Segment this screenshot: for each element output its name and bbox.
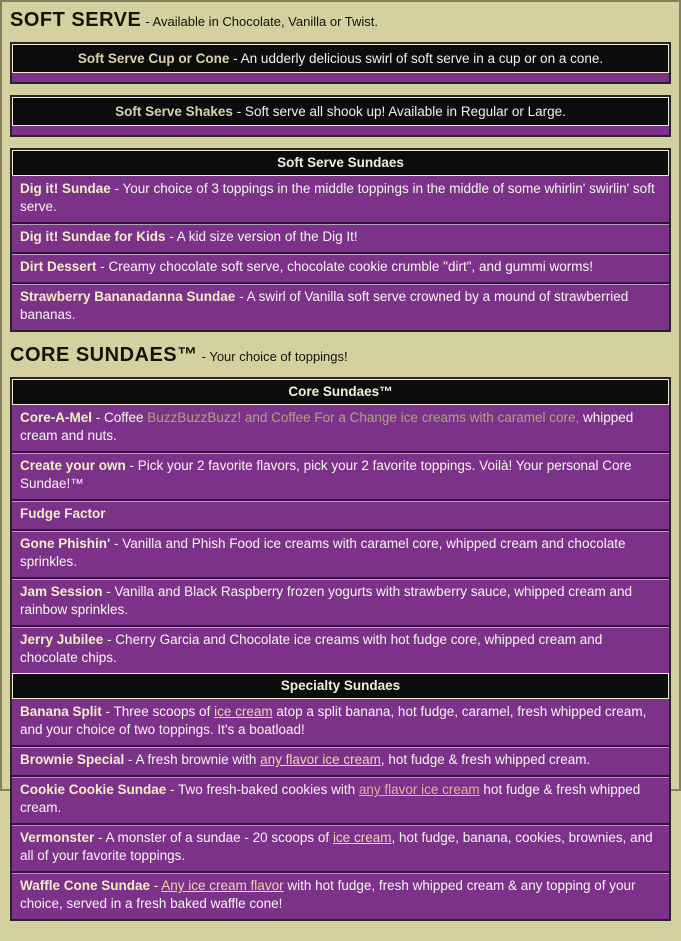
section-header-core-sundaes: Core Sundaes™ (12, 379, 669, 405)
menu-row-jerry-jubilee (12, 625, 669, 673)
item-name: Jerry Jubilee (20, 632, 104, 647)
page-title: SOFT SERVE (10, 9, 142, 31)
menu-page (2, 2, 679, 941)
item-desc-part: - Vanilla and Phish Food ice creams with caramel core, whipped cream and chocolate sprinkles. (20, 536, 626, 569)
item-name: Dig it! Sundae for Kids (20, 229, 166, 244)
page-heading-core-sundaes (10, 344, 671, 367)
menu-row-create-your-own (12, 451, 669, 499)
banner-item-desc: - An udderly delicious swirl of soft serve in a cup or on a cone. (233, 51, 604, 66)
item-name: Vermonster (20, 830, 95, 845)
page-heading-soft-serve (10, 9, 671, 32)
menu-row-cookie-cookie-sundae (12, 775, 669, 823)
item-name: Dig it! Sundae (20, 181, 111, 196)
item-name: Strawberry Bananadanna Sundae (20, 289, 236, 304)
banner-item-name: Soft Serve Shakes (115, 104, 233, 119)
ice-cream-link[interactable]: ice cream (214, 704, 273, 719)
item-desc-part: - Three scoops of (101, 704, 215, 719)
item-desc-part: - Creamy chocolate soft serve, chocolate cookie crumble "dirt", and gummi worms! (96, 259, 594, 274)
menu-row-waffle-cone-sundae (12, 871, 669, 919)
page-subtitle: - Available in Chocolate, Vanilla or Twist. (145, 14, 379, 29)
item-desc-part: - Coffee (92, 410, 148, 425)
item-desc-part: whipped cream and nuts. (20, 410, 634, 443)
banner-bar (12, 97, 669, 126)
purple-strip (12, 73, 669, 82)
item-desc-part: - A kid size version of the Dig It! (165, 229, 358, 244)
item-name: Cookie Cookie Sundae (20, 782, 167, 797)
item-name: Core-A-Mel (20, 410, 93, 425)
banner-bar (12, 44, 669, 73)
item-name: Waffle Cone Sundae (20, 878, 151, 893)
menu-row-dig-it-sundae-for-kids (12, 222, 669, 252)
item-name: Jam Session (20, 584, 103, 599)
ice-cream-link[interactable]: ice cream (332, 830, 392, 845)
menu-row-brownie-special (12, 745, 669, 775)
ice-cream-link[interactable]: any flavor ice cream (358, 782, 480, 797)
item-name: Fudge Factor (20, 506, 106, 521)
menu-row-banana-split (12, 699, 669, 745)
menu-row-jam-session (12, 577, 669, 625)
menu-row-dirt-dessert (12, 252, 669, 282)
banner-table-soft-serve-cup-or-cone (10, 42, 671, 84)
item-desc-part: atop a split banana, hot fudge, caramel, fresh whipped cream, and your choice of two toppings. It's a boatload! (20, 704, 647, 737)
item-name: Dirt Dessert (20, 259, 97, 274)
page-title: CORE SUNDAES™ (10, 344, 198, 366)
item-desc-part: - Vanilla and Black Raspberry frozen yogurts with strawberry sauce, whipped cream and rainbow sprinkles. (20, 584, 633, 617)
banner-item-name: Soft Serve Cup or Cone (77, 51, 230, 66)
item-desc-part: - Cherry Garcia and Chocolate ice creams with hot fudge core, whipped cream and chocolate chips. (20, 632, 603, 665)
item-desc-part: with hot fudge, fresh whipped cream & any topping of your choice, served in a fresh baked waffle cone! (20, 878, 636, 911)
menu-row-strawberry-bananadanna-sundae (12, 282, 669, 330)
item-desc-part: - A swirl of Vanilla soft serve crowned by a mound of strawberried bananas. (20, 289, 629, 322)
section-header-specialty-sundaes: Specialty Sundaes (12, 673, 669, 699)
item-name: Banana Split (20, 704, 102, 719)
banner-item-desc: - Soft serve all shook up! Available in Regular or Large. (236, 104, 566, 119)
item-desc-part: - Your choice of 3 toppings in the middle toppings in the middle of some whirlin' swirlin' soft serve. (20, 181, 655, 214)
item-desc-part: BuzzBuzzBuzz! and Coffee For a Change ice creams with caramel core, (147, 410, 580, 425)
section-header-soft-serve-sundaes: Soft Serve Sundaes (12, 150, 669, 176)
item-name: Brownie Special (20, 752, 125, 767)
item-name: Create your own (20, 458, 126, 473)
purple-strip (12, 126, 669, 135)
item-desc-part: hot fudge & fresh whipped cream. (20, 782, 641, 815)
menu-row-dig-it-sundae (12, 176, 669, 222)
menu-row-fudge-factor (12, 499, 669, 529)
banner-table-soft-serve-shakes (10, 95, 671, 137)
menu-table-3 (10, 148, 671, 332)
menu-table-5 (10, 377, 671, 921)
page-subtitle: - Your choice of toppings! (201, 349, 348, 364)
ice-cream-link[interactable]: any flavor ice cream (260, 752, 381, 767)
item-desc-part: , hot fudge & fresh whipped cream. (380, 752, 591, 767)
item-desc-part: - A monster of a sundae - 20 scoops of (94, 830, 333, 845)
item-desc-part: - Pick your 2 favorite flavors, pick your 2 favorite toppings. Voilà! Your personal Core Sundae!™ (20, 458, 632, 491)
item-desc-part: - (150, 878, 162, 893)
ice-cream-link[interactable]: Any ice cream flavor (161, 878, 284, 893)
item-desc-part: - A fresh brownie with (124, 752, 261, 767)
item-name: Gone Phishin' (20, 536, 111, 551)
menu-row-core-a-mel (12, 405, 669, 451)
menu-row-gone-phishin (12, 529, 669, 577)
item-desc-part: , hot fudge, banana, cookies, brownies, and all of your favorite toppings. (20, 830, 653, 863)
item-desc-part: - Two fresh-baked cookies with (166, 782, 359, 797)
menu-row-vermonster (12, 823, 669, 871)
